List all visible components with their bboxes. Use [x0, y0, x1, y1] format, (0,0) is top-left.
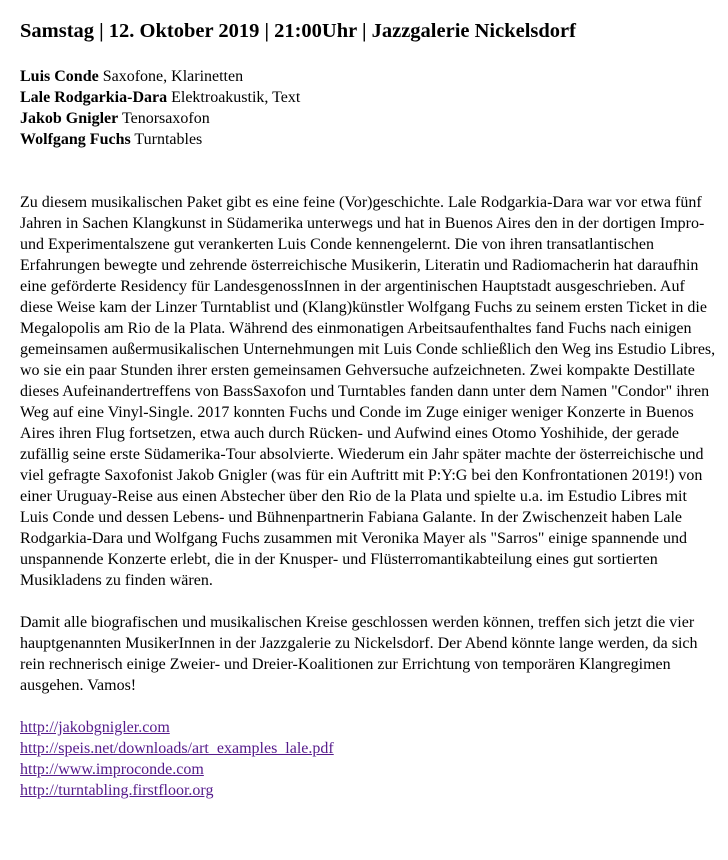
musician-name: Wolfgang Fuchs — [20, 131, 131, 148]
description-paragraph-1: Zu diesem musikalischen Paket gibt es eine feine (Vor)geschichte. Lale Rodgarkia-Dara war vor etwa fünf Jahren in Sachen Klangkunst in Südamerika unterwegs und hat in Buenos Aires den in der dortigen Impro- und Experimentalszene gut verankerten Luis Conde kennengelernt. Die von ihren transatlantischen Erfahrungen bewegte und zehrende österreichische Musikerin, Literatin und Radiomacherin hat daraufhin eine geförderte Residency für LandesgenossInnen in der argentinischen Hauptstadt ausgeschrieben. Auf diese Weise kam der Linzer Turntablist und (Klang)künstler Wolfgang Fuchs zu seinem ersten Ticket in die Megalopolis am Rio de la Plata. Während des einmonatigen Arbeitsaufenthaltes fand Fuchs nach einigen gemeinsamen außermusikalischen Unternehmungen mit Luis Conde schließlich den Weg ins Estudio Libres, wo sie ein paar Stunden ihrer ersten gemeinsamen Gehversuche aufzeichneten. Zwei kompakte Destillate dieses Aufeinandertreffens von BassSaxofon und Turntables fanden dann unter dem Namen "Condor" ihren Weg auf eine Vinyl-Single. 2017 konnten Fuchs und Conde im Zuge einiger weniger Konzerte in Buenos Aires ihren Flug fortsetzen, etwa auch durch Rücken- und Aufwind eines Otomo Yoshihide, der gerade zufällig seine erste Südamerika-Tour absolvierte. Wiederum ein Jahr später machte der österreichische und viel gefragte Saxofonist Jakob Gnigler (was für ein Auftritt mit P:Y:G bei den Konfrontationen 2019!) von einer Uruguay-Reise aus einen Abstecher über den Rio de la Plata und spielte u.a. im Estudio Libres mit Luis Conde und dessen Lebens- und Bühnenpartnerin Fabiana Galante. In der Zwischenzeit haben Lale Rodgarkia-Dara und Wolfgang Fuchs zusammen mit Veronika Mayer als "Sarros" einige spannende und unspannende Konzerte erlebt, die in der Knusper- und Flüsterromantikabteilung eines gut sortierten Musikladens zu finden wären. — [20, 194, 716, 589]
lineup-list — [20, 66, 716, 150]
lineup-item — [20, 87, 716, 108]
musician-instrument: Elektroakustik, Text — [171, 89, 301, 106]
link-turntabling[interactable]: http://turntabling.firstfloor.org — [20, 782, 214, 799]
link-jakobgnigler[interactable]: http://jakobgnigler.com — [20, 719, 170, 736]
link-list — [20, 717, 716, 801]
musician-instrument: Turntables — [134, 131, 203, 148]
link-speis-pdf[interactable]: http://speis.net/downloads/art_examples_lale.pdf — [20, 740, 334, 757]
musician-instrument: Tenorsaxofon — [121, 110, 210, 127]
link-improconde[interactable]: http://www.improconde.com — [20, 761, 204, 778]
description-paragraph-2: Damit alle biografischen und musikalischen Kreise geschlossen werden können, treffen sich jetzt die vier hauptgenannten MusikerInnen in der Jazzgalerie zu Nickelsdorf. Der Abend könnte lange werden, da sich rein rechnerisch einige Zweier- und Dreier-Koalitionen zur Errichtung von temporären Klangregimen ausgehen. Vamos! — [20, 614, 698, 694]
musician-instrument: Saxofone, Klarinetten — [102, 68, 244, 85]
musician-name: Jakob Gnigler — [20, 110, 119, 127]
lineup-item — [20, 108, 716, 129]
musician-name: Luis Conde — [20, 68, 99, 85]
musician-name: Lale Rodgarkia-Dara — [20, 89, 168, 106]
spacer — [20, 150, 716, 192]
lineup-item — [20, 66, 716, 87]
spacer — [20, 591, 716, 612]
event-title: Samstag | 12. Oktober 2019 | 21:00Uhr | Jazzgalerie Nickelsdorf — [20, 20, 576, 42]
lineup-item — [20, 129, 716, 150]
